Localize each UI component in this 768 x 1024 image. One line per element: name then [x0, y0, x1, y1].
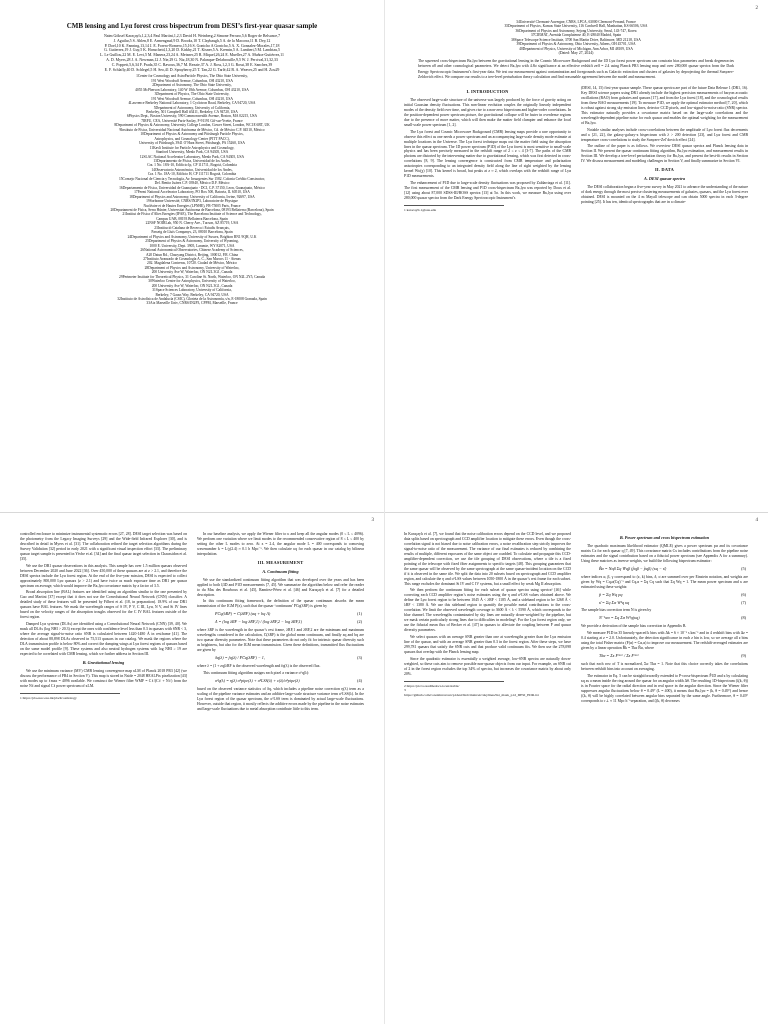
affiliation-line: 1Center for Cosmology and AstroParticle Physics, The Ohio State University, [136, 74, 248, 79]
affiliation-line: 27Instituto Avanzado de Cosmología A. C., San Marcos 11 - Atenas [143, 256, 241, 261]
affiliation-line: Campus UAB, 08193 Bellaterra Barcelona, Spain [156, 216, 228, 221]
affiliation-line: 9Instituto de Física, Universidad Nacional Autónoma de México, Cd. de México C.P. 04510, México [119, 127, 265, 132]
affiliation-line: 20Departament de Física, Serra Húnter, Universitat Autònoma de Barcelona, 08193 Bellaterra (Barcelona), Spain [110, 207, 274, 212]
affiliation-line: 4055 McPherson Laboratory, 140 W 18th Avenue, Columbus, OH 43210, USA [135, 87, 249, 92]
author-line: C. Poppett,5,6,34 F. Prada,35 C. Ravoux,36,7 M. Rezaie,37 A. J. Ross,1,2,3 G. Rossi,38 E. Sanchez,39 [111, 62, 273, 67]
affiliation-line: 22NSF NOIRLab, 950 N. Cherry Ave., Tucson, AZ 85719, USA [145, 221, 239, 226]
affiliation-line: 10Department of Physics & Astronomy and Pittsburgh Particle Physics, [140, 132, 244, 137]
affiliation-line: 18Department of Physics and Astronomy, University of California, Irvine, 92697, USA [129, 194, 255, 199]
paragraph: Damped Lyα systems (DLAs) are identified using a Convolutional Neural Network (CNN) [39, 40]. We mask all DLAs (log NHI > 20.3) except the ones with confidence level less than 0.3 in quasars with SNR < 3, where the average signal-to-noise ratio SNR is calculated between 1420-1480 Å in restframe [41]. The detection of about 88,898 DLAs observed in 75,513 quasars in our catalog. We mask the regions where the DLA transmission profile is below 80% and correct the damping wings at Lyα forest regions of quasars based on the same model profile [9]. These systems and also neutral hydrogen systems with log NHI ≥ 19 are expected to be correlated with CMB lensing, which we further address in Section III. [20, 622, 187, 656]
paragraph: This continuum fitting algorithm assigns each pixel a variance σ²q(λ): [203, 670, 310, 675]
paragraph: Broad absorption line (BAL) features are identified using an algorithm similar to the one presented by Guo and Martini [37] except that it does not use the Convolutional Neural Network (CNN) classifier. A detailed study of these features will be presented by Filbert et al. (18, in preparation). 18.9% of our DR1 quasars have BAL features. We mask the wavelength ranges of S IV, P V, C III, Lyα, N V, and Si IV lines based on the velocity ranges of the absorption troughs observed for the C IV BAL features outside of the forest region. [20, 590, 187, 620]
paragraph: We use the standardized continuum fitting algorithm that was developed over the years and has been applied to both ξ3D and P1D measurements [7, 45]. We summarize the algorithm below and refer the reader to du Mas des Bourboux et al. [45], Ramírez-Pérez et al. [46] and Karaçaylı et al. [7] for a detailed description. [197, 577, 364, 597]
affiliation-line: 14Observatorio Astronómico, Universidad de los Andes, [151, 167, 233, 172]
affiliation-line: Nucléaire et de Hautes Energies (LPNHE), FR-75005 Paris, France [143, 203, 241, 208]
affiliation-line: Astrophysics, and Cosmology Center (PITT PACC), [154, 136, 230, 141]
affiliation-line: University of Pittsburgh, 3941 O’Hara Street, Pittsburgh, PA 15260, USA [139, 141, 245, 146]
page-number: 3 [371, 518, 374, 523]
paragraph: In our baseline analysis, we apply the Wiener filter to κ and keep all the angular modes (0 ≤ L ≤ 4096). We perform one variation where we limit modes to the recommended conservative region of 8 ≤ L ≤ 400 by setting the other L modes to zero. At z = 2.4, the angular mode L = 400 corresponds to comoving wavenumber k = L/χ(2.4) ≈ 0.1 h Mpc⁻¹. We then calculate κq for each quasar in our catalog by bilinear interpolation. [197, 532, 364, 556]
paragraph: where indices α, β, γ correspond to (z, k) bins, δ, σ are summed over per Einstein notation, and weights are given by Wq = Cq,α(Cq)⁻¹ and Cq,α = Σq Cq such that Σq Wq = 1. The mean power spectrum and κ are estimated using these weights: [581, 574, 748, 589]
page-number: 4 [755, 518, 758, 523]
page-number: 2 [755, 6, 758, 11]
affiliation-line: 11Kavli Institute for Particle Astrophysics and Cosmology, [149, 145, 235, 150]
affiliation-line: Passeig de Lluís Companys, 23, 08010 Barcelona, Spain [151, 230, 233, 235]
affiliation-line: 31Space Sciences Laboratory, University of California, [152, 288, 232, 293]
affiliation-line: Del. Benito Juárez C.P. 03940, México D.F. México [154, 181, 230, 186]
affiliation-line: 4Lawrence Berkeley National Laboratory, 1 Cyclotron Road, Berkeley, CA 94720, USA [128, 101, 256, 106]
paragraph: The observed large-scale structure of the universe was largely produced by the force of gravity acting on initial Gaussian density fluctuations. This non-linear evolution couples the originally linearly independent modes of the density field over time, and gives rise to a non-zero bispectrum and higher-order correlations. In the position-dependent power spectrum picture, the gravitational collapse will be faster in overdense regions due to the presence of more matter, which will then make the matter field clumpier and enhance the local small-scale power spectrum [1, 2]. [404, 97, 571, 127]
paragraph: controlled enclosure to minimize instrumental systematic errors [27, 28]. DESI target selection was based on the photometry from the Legacy Imaging Surveys [29] and the Wide-field Infrared Explorer [30], and is described in detail in Myers et al. [31]. The collaboration refined the target selection algorithms during the Survey Validation [32] period in early 2021 with a significant visual inspection effort [33]. The preliminary quasar target sample is presented in Yèche et al. [34] and the final quasar target selection in Chaussidon et al. [35]. [20, 532, 187, 561]
footnote: 1 https://pla.esac.esa.int/pla/#cosmology [20, 693, 120, 700]
paragraph: based on the observed variance statistics of δq, which includes a pipeline noise correction η(λ) term as a scaling of the pipeline variance estimates and an additive large-scale structure variance term σ²LSS(λ). In the Lyα forest region of the quasar spectrum, the σ²LSS term is dominated by actual large-scale fluctuations. However, outside that region, it mostly reflects the additive errors made by the pipeline in the noise estimates and large-scale fluctuations due to metal absorption contribute little to this term. [197, 686, 364, 711]
author-line: A. D. Myers,28 J. A. Newman,12 J. Nie,29 G. Niz,18,30 N. Palanque-Delabrouille,9,5 W. J. Percival,31,32,33 [106, 57, 278, 62]
page-2 [384, 0, 768, 512]
affiliation-line: 38Space Telescope Science Institute, 3700 San Martin Drive, Baltimore, MD 21218, USA [511, 37, 641, 42]
paragraph: We use the minimum variance (MV) CMB lensing convergence map κLM of Planck 2018 PR3 [42] (we discuss the performance of PR4 in Section V). This map is stored in Nside = 2048 HEALPix pixelization [43] with modes up to ℓmax = 4096 available. We construct the Wiener filter WMF = Cℓ/(Cℓ + Nℓ) from the noise Nℓ and signal Cℓ power spectrum of κLM. [20, 668, 187, 688]
paragraph: Notable similar analyses include cross-correlations between the amplitude of Lyα forest flux decrements and κ [21, 22], the galaxy-galaxy-κ bispectrum with λ > 200 detection [23], and Lyα forest and CMB temperature cross-correlations to study the Sunyaev-Zel’dovich effect [24]. [581, 127, 748, 142]
affiliation-line: 200 University Ave W, Waterloo, ON N2L 3G1, Canada [151, 270, 233, 275]
date-line: (Dated: May 27, 2024) [558, 51, 594, 56]
affiliation-line: A20 Datun Rd., Chaoyang District, Beijing, 100012, P.R. China [146, 252, 238, 257]
subsection-heading: A. Continuum fitting [262, 568, 299, 574]
section-heading: II. DATA [654, 167, 674, 173]
column-left [20, 532, 187, 714]
author-list [20, 34, 364, 72]
footnote: 1 karacayli.1@osu.edu [404, 205, 504, 212]
affiliation-line: 24Department of Physics and Astronomy, University of Sussex, Brighton BN1 9QH, U.K [127, 234, 257, 239]
author-line: Naim Göksel Karaçaylı,1,2,3,4 Paul Martini,1,2,3 David H. Weinberg,2 Simone Ferraro,5,6 Roger de Belsunce,7 [103, 34, 281, 38]
affiliation-line: 37CIEMAT, Avenida Complutense 40, E-28040 Madrid, Spain [530, 33, 622, 38]
paragraph: We then perform the continuum fitting for each subset of quasar spectra using spectra² [46] while correcting each CCD amplifier region’s noise estimates using the η and σ²LSS values obtained above. We define the Lyα forest region to be between 1045 Å < λRF < 1185 Å, and a sideband region to be 1268 Å < λRF < 1380 Å. We use this sideband region to quantify the possible metal contributions to the cross-correlation. We limit the observed wavelength coverage to 3600 Å < λ < 5590 Å, which corresponds to the blue channel. The wavelengths contaminated by sky lines are naturally down-weighted by the pipeline, but we mask certain particularly strong lines due to difficulties in modeling³. For the Lyα forest region only, we use the fiducial mean flux of Becker et al. [47] in quasars to alleviate the coupling between F̄ and quasar diversity parameters. [404, 588, 571, 633]
column-right [581, 86, 748, 212]
affiliation-line: 5Department of Astronomy, University of California, [153, 105, 231, 110]
paragraph: where λRF is the wavelength in the quasar’s rest frame, λRF,1 and λRF,2 are the minimum and maximum wavelengths considered in the calculation, C̄(λRF) is the global mean continuum, and finally aq and bq are two quasar diversity parameters. Note that these parameters do not only fit for intrinsic quasar diversity such as brightness, but also for the IGM mean transmission. Given these definitions, transmitted flux fluctuations are given by [197, 628, 364, 653]
paragraph: The estimator in Eq. 5 can be straightforwardly extended to P-cross-bispectrum P̂1D and κ by calculating κq as a mean inside the ring around the quasar for an angular width Δθ. The resulting 1D-bispectrum (ζ(k, θ)) is in Fourier space for the radial direction and in real space in the angular direction. Since the Wiener filter suppresses angular fluctuations below θ = 0.49° (L = 400), it means that Bκ,lyα = (k, θ = 0.49°) and hence (ζk, θ) will be highly correlated between angular bins separated by the same angle. Furthermore, θ = 0.49° corresponds to r⊥ ≈ 11 Mpc h⁻¹separation, and ζ(k, θ) decreases [581, 674, 748, 703]
affiliation-line: 7IRFU, CEA, Université Paris-Saclay, F-91191 Gif-sur-Yvette, France [141, 118, 243, 123]
author-line: E. F. Schlafly,40 D. Schlegel,5 H. Seo,41 D. Sprayberry,25 T. Tan,22 G. Tarlé,42 B. A. Weaver,25 and H. Zou29 [104, 67, 280, 72]
equation-6: p̄ = Σq Wq pq (6) [599, 591, 746, 597]
affiliation-line: Stanford University, Menlo Park, CA 94305, USA [155, 150, 229, 155]
affiliation-line: 17Fermi National Accelerator Laboratory, PO Box 500, Batavia, IL 60510, USA [134, 190, 250, 195]
column-right [581, 532, 748, 706]
affiliation-line: 39Department of Physics & Astronomy, Ohio University, Athens, OH 45701, USA [516, 42, 636, 47]
affiliation-line: 15Consejo Nacional de Ciencia y Tecnología, Av. Insurgentes Sur 1582. Colonia Crédito Constructor, [118, 176, 266, 181]
paragraph: The enhancement of P1D due to large-scale density fluctuations was proposed by Zaldarriaga et al. [11]. The first measurement of the CMB lensing and P1D cross-bispectrum Bκ,lyα was reported by Doux et al. [12] using about 87,000 SDSS-III/BOSS spectra [13] at 5σ. In this work, we measure Bκ,lyα using over 280,000 quasar spectra from the Dark Energy Spectroscopic Instrument’s [404, 181, 571, 201]
affiliation-line: 3Department of Physics, The Ohio State University, [154, 92, 230, 97]
affiliation-line: 34Université Clermont-Auvergne, CNRS, LPCA, 63000 Clermont-Ferrand, France [516, 20, 636, 24]
paragraph: We use the DR1 quasar observations in this analysis. This sample has over 1.5 million quasars observed between December 2020 and June 2022 [36]. Over 450,000 of these quasars are at z > 2.1, and therefore the DESI spectra include the Lyα forest region. At the end of the five-year mission, DESI is expected to collect approximately 800,000 Lyα quasars (z > 2.1) and have twice as much exposure time as DR1 per quasar spectrum on average, which would improve the Bκ,lyα covariance matrix by a factor of 3.5. [20, 563, 187, 588]
paragraph: We measure P1D in 35 linearly-spaced k bins with Δk = 6 × 10⁻³ s km⁻¹ and in 4 redshift bins with Δz = 0.4 starting at z = 2.0. Unfortunately, the detection significance in each z bin is low, so we average all z bins using the total Fisher matrix (F(α) = Cα,α) to improve our measurement. The redshift-averaged estimates are given by a linear operation B̂k = Tkα B̂α, where [581, 631, 748, 651]
author-line: L. Le Guillou,22 M. E. Levi,5 M. Manera,23,24 A. Meisner,25 R. Miquel,26,24 E. Mueller,27 A. Muñoz-Gutiérrez,11 [100, 53, 284, 58]
paragraph: (DESI, 14, 15) first-year quasar sample. These quasar spectra are part of the future Data Release 1 (DR1, 16). Key DESI science papers using DR1 already include the highest precision measurements of baryon acoustic oscillations (BAO) from galaxies and quasars [17], and from the Lyα forest [18], and the cosmological results from these BAO measurements [19]. To measure P1D, we apply the optimal estimator method [7, 20], which is robust against strong sky emission lines, detector CCD pixels, and low-signal-to-noise ratio (SNR) spectra. This estimator naturally provides a covariance matrix based on the large-scale correlations and the wavelength-dependent pipeline noise for each quasar and enables the optimal weighting for the measurement of Bκ,lyα. [581, 85, 748, 125]
equation-9: Tkα = Σz F⁽ᵏᵃ⁾ / Σz F⁽ᵏᵃ⁾ (9) [599, 653, 746, 659]
paragraph: The outline of the paper is as follows. We overview DESI quasar spectra and Planck lensing data in Section II. We present the quasar continuum fitting algorithm, Bκ,lyα estimation, and measurement results in Section III. We develop a tree-level perturbation theory for Bκ,lyα, and present the best-fit results in Section IV. We discuss measurement and modeling challenges in Section V, and finally summarize in Section VI. [581, 144, 748, 164]
paragraph: In Karaçaylı et al. [7], we found that the noise calibration errors depend on the CCD level, and we proposed data splits based on spectrograph and CCD amplifier location to mitigate these errors. Even though the cross-correlation signal is not biased due to noise calibration errors, a noise recalibration step strictly improves the signal-to-noise ratio of the measurement. The variance of our final estimates is reduced by combining the results of multiple, different exposures of the same object are coadded. To calculate and propagate this CCD-amplifier-dependent correction, we use the tile grouping of DESI observations, where a tile is a fixed pointing of the telescope with fixed fiber assignments to specific targets [48]. This grouping guarantees that the same quasar will be observed by the same spectrograph at the same quasar-incident location on the CCD if it is observed in the same tile. We split the data into 20 subsets based on spectrograph and CCD amplifier region, and calculate the η and σ²LSS values between 1050-1800 Å in the quasar’s rest frame for each subset. This range excludes the dominant Si IV and C IV systems, but a small effect by weak Mg II absorption. [404, 532, 571, 586]
affiliation-line: 32Instituto de Astrofísica de Andalucía (CSIC), Glorieta de la Astronomía, s/n, E-18008 Granada, Spain [117, 297, 267, 302]
affiliation-line: 30Waterloo Centre for Astrophysics, University of Waterloo, [148, 279, 236, 284]
paragraph: The quadratic maximum likelihood estimator (QMLE) gives a power spectrum pα and its covariance matrix Cx for each quasar q [7, 49]. This covariance matrix Cx includes contributions from the pipeline noise estimates and the signal contribution based on a fiducial power spectrum (see Appendix A for a summary). Using these matrices as inverse weights, we build the following bispectrum estimator: [581, 543, 748, 563]
equation-4: σ²q(λ) = η(λ) σ²pipe(λ) + σ²LSS(λ) + ε(λ)/σ²pipe(λ) (4) [215, 677, 362, 683]
section-heading: III. MEASUREMENT [257, 559, 304, 565]
paragraph: In this continuum fitting framework, the definition of the quasar continuum absorbs the mean transmission of the IGM F̄(z), such that the quasar ‘continuum’ F̄C̄q(λRF) is given by [197, 599, 364, 609]
section-heading: I. INTRODUCTION [466, 88, 509, 94]
affiliation-line: 36Department of Physics and Astronomy, Sejong University, Seoul, 143-747, Korea [515, 28, 637, 33]
paragraph: The DESI collaboration began a five-year survey in May 2021 to advance the understanding of the nature of dark energy through the most precise clustering measurements of galaxies, quasars, and the Lyα forest ever obtained. DESI is mounted on the 4 m Mayall telescope and can obtain 5000 spectra in each 3-degree pointing [25]. It has ten, identical spectrographs that are in a climate- [581, 185, 748, 205]
affiliation-line: 8Department of Physics & Astronomy, University College London, Gower Street, London, WC1E 6BT, UK [114, 123, 270, 128]
author-line: J. Aguilar,5 S. Ahlen,8 E. Armengaud,9 D. Brooks,10 T. Claybaugh,5 A. de la Macorra,11 B. Dey,12 [113, 38, 271, 43]
affiliation-line: 29Perimeter Institute for Theoretical Physics, 31 Caroline St. North, Waterloo, ON N2L 2Y5, Canada [119, 274, 265, 279]
author-line: G. Gutierrez,19 J. Guy,5 K. Honscheid,1,3,20 D. Kirkby,21 T. Kisner,5 A. Kremin,5 A. Lambert,5 M. Landriau,5 [104, 48, 280, 53]
page-4 [384, 512, 768, 1024]
paragraph: The Lyα forest and Cosmic Microwave Background (CMB) lensing maps provide a rare opportunity to observe this effect as one needs a power spectrum and an accompanying large-scale density mode estimate at multiple locations in the Universe. The Lyα forest technique maps out the matter field using the absorption lines in the quasar spectrum. The 1D power spectrum (P1D) of the Lyα forest is most sensitive to small-scale physics and has been precisely measured in the redshift range of 2 ≤ z ≤ 4 [3-7]. The paths of the CMB photons are distorted by the intervening matter due to gravitational lensing, which was first detected in cross-correlations [8, 9]. The lensing convergence is constructed from CMB temperature and polarization anisotropies corresponding to an integrated density field along the line of sight weighted by the lensing kernel Wκ(χ) [10]. This kernel is broad, but peaks at z ≈ 2, which overlaps with the redshift range of Lyα P1D measurements. [404, 129, 571, 179]
footnotes [404, 681, 539, 697]
equation-2: Λ = (log λRF − log λRF,1) / (log λRF,2 − log λRF,1) (2) [215, 619, 362, 625]
affiliation-line: 23Institució Catalana de Recerca i Estudis Avançats, [154, 225, 230, 230]
affiliation-line: 35Department of Physics, Kansas State University, 116 Cardwell Hall, Manhattan, KS 66506, USA [504, 24, 648, 29]
affiliation-line: 191 West Woodruff Avenue, Columbus, OH 43210, USA [150, 78, 233, 83]
subsection-heading: A. DESI quasar spectra [644, 176, 685, 182]
affiliation-line: Berkeley, 7 Gauss Way, Berkeley, CA 94720, USA [155, 292, 229, 297]
affiliation-line: 2Department of Astronomy, The Ohio State University, [152, 83, 232, 88]
column-left [404, 86, 571, 212]
affiliation-line: 191 West Woodruff Avenue, Columbus, OH 43210, USA [150, 96, 233, 101]
affiliation-line: 33Aix Marseille Univ, CNRS/IN2P3, CPPM, Marseille, France [146, 301, 238, 306]
author-line: P. Doel,10 K. Fanning,13,14 J. E. Forero-Romero,15,16 S. Gontcho A Gontcho,5 A. X. Gonzalez-Morales,17,18 [104, 43, 280, 48]
affiliation-line: 21Institut de Física d’Altes Energies (IFAE), The Barcelona Institute of Science and Technology, [122, 212, 262, 217]
equation-3: δq(λ) = fq(λ) / F̄C̄q(λRF) − 1, (3) [215, 655, 362, 661]
column-left [404, 532, 571, 706]
affiliation-line: 16Departamento de Física, Universidad de Guanajuato - DCI, C.P. 37150, Leon, Guanajuato, México [119, 185, 265, 190]
paragraph: We select quasars with an average SNR greater than one at wavelengths greater than the Lyα emission line of the quasar, and with an average SNR greater than 0.3 in the forest region. After these steps, we have 299,781 quasars that satisfy the SNR cuts and that produce valid continuum fits. We then use the 278,098 quasars that overlap with the Planck lensing map. [404, 635, 571, 654]
paragraph: We provide a derivation of the sample bias correction in Appendix B. [581, 624, 687, 629]
affiliation-line: 40Department of Physics, University of Michigan, Ann Arbor, MI 48109, USA [519, 46, 633, 51]
affiliation-line: Cra. 1 No. 18A-10, Edificio Ip, CP 111711, Bogotá, Colombia [147, 163, 237, 168]
equation-8: N⁻¹αα = Σq Σα W²q(κq) (8) [599, 615, 746, 621]
equation-7: κ̄ = Σq Σα W²q κq (7) [599, 599, 746, 605]
paragraph: Since the quadratic estimator is essentially a weighted average, low-SNR spectra are naturally down-weighted, so these cuts aim to remove possible non-quasar objects from our input. For example, an SNR cut of 2 in the forest region excludes the top 34% of spectra, but increases the covariance matrix by about only 20%. [404, 656, 571, 676]
affiliation-line: 13Departamento de Física, Universidad de los Andes, [153, 158, 231, 163]
affiliation-line: Cra. 1 No. 18A-10, Edificio H, CP 111711 Bogotá, Colombia [147, 172, 237, 177]
paragraph: where λ = (1 + zq)λRF is the observed wavelength and fq(λ) is the observed flux. [197, 664, 321, 669]
footnote: 2 https://picca.readthedocs.io/en/stable/ [404, 683, 460, 688]
page-1 [0, 0, 384, 512]
affiliation-list-continued [404, 20, 748, 51]
column-right [197, 532, 364, 714]
affiliation-line: 12SLAC National Accelerator Laboratory, Menlo Park, CA 94305, USA [139, 154, 245, 159]
affiliation-list [20, 74, 364, 306]
affiliation-line: 19Sorbonne Université, CNRS/IN2P3, Laboratoire de Physique [146, 199, 238, 204]
affiliation-line: 6Physics Dept., Boston University, 590 Commonwealth Avenue, Boston, MA 02215, USA [126, 114, 258, 119]
paper-title: CMB lensing and Lyα forest cross bispectrum from DESI’s first-year quasar sample [66, 22, 318, 30]
subsection-heading: B. Gravitational lensing [82, 659, 125, 665]
affiliation-line: 28Department of Physics and Astronomy, University of Waterloo, [144, 265, 240, 270]
affiliation-line: 202. Magdalena Contreras, 10720. Ciudad de México, México [147, 261, 237, 266]
affiliation-line: 200 University Ave W, Waterloo, ON N2L 3G1, Canada [151, 283, 233, 288]
affiliation-line: 25Department of Physics & Astronomy, University of Wyoming, [145, 239, 239, 244]
equation-1: F̄C̄q(λRF) = C̄(λRF) (aq + bq Λ) (1) [215, 611, 362, 617]
affiliation-line: 1000 E. University, Dept. 3905, Laramie, WY 82071, USA [149, 243, 235, 248]
affiliation-line: Berkeley, 501 Campbell Hall #3411, Berkeley, CA 94720, USA [146, 110, 238, 114]
footnote: 3 https://github.com/corentinravoux/p1desi/blob/main/etc/skylines/list_mask_p1d_DESI_EDR.txt [404, 688, 539, 697]
abstract: The squeezed cross-bispectrum Bκ,lyα between the gravitational lensing in the Cosmic Microwave Background and the 1D Lyα forest power spectrum can constrain bias parameters and break degeneracies between σ8 and other cosmological parameters. We detect Bκ,lyα with 4.8σ significance at an effective redshift zeff = 2.4 using Planck PR3 lensing map and over 280,000 quasar spectra from the Dark Energy Spectroscopic Instrument’s first-year data. We test our measurement against contamination and foregrounds such as Galactic extinction and clusters of galaxies by deprojecting the thermal Sunyaev-Zeldovich effect. We compare our results to a tree-level perturbation theory calculation and find reasonable agreement between the model and measurement. [418, 59, 734, 79]
paragraph: The sample bias correction term N is given by [581, 608, 652, 613]
paragraph: such that each row of T is normalized, Σα Tkα = 1. Note that this choice correctly takes the correlations between redshift bins into account on averaging. [581, 662, 748, 672]
equation-5: B̂α = Nαβ Σq W̄qβ (p̂qβ − p̂qβ) (κq − κ̄) (5) [599, 565, 746, 571]
affiliation-line: 26National Astronomical Observatories, Chinese Academy of Sciences, [140, 248, 244, 253]
page-3 [0, 512, 384, 1024]
subsection-heading: B. Power spectrum and cross bispectrum estimation [619, 535, 710, 540]
